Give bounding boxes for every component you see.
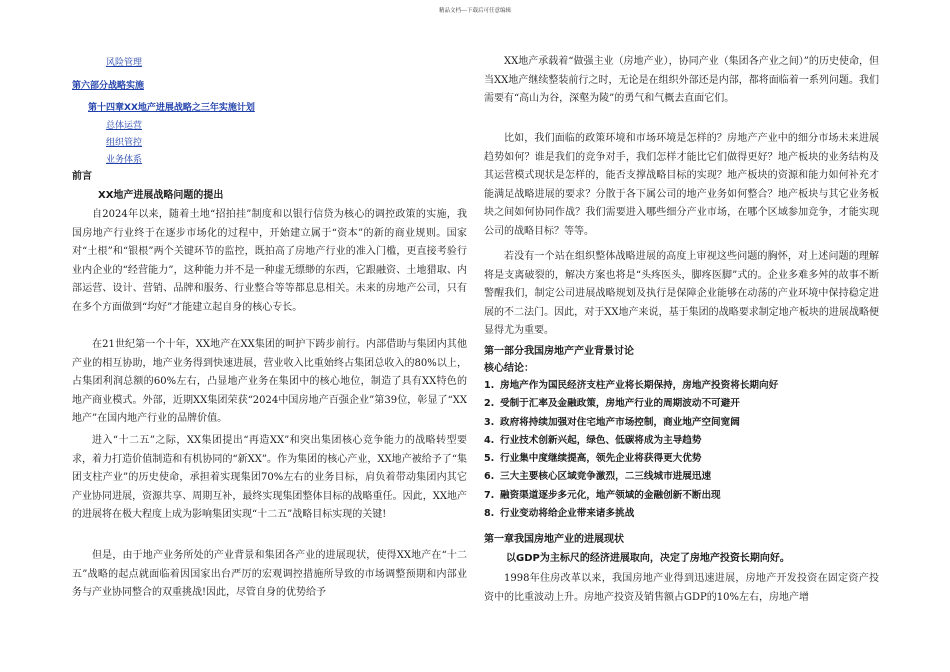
list-item: 3. 政府将持续加强对住宅地产市场控制，商业地产空间宽阔 — [484, 416, 740, 428]
list-item: 6. 三大主要核心区域竞争激烈，二三线城市进展迅速 — [484, 471, 712, 483]
toc-link-org-control[interactable]: 组织管控 — [106, 138, 143, 148]
right-paragraph-4: 1998年住房改革以来，我国房地产业得到迅速进展，房地产开发投资在固定资产投资中的比重波动上升。房地产投资及销售额占GDP的10%左右，房地产增 — [484, 573, 879, 603]
toc-link-chapter-fourteen[interactable]: 第十四章XX地产进展战略之三年实施计划 — [88, 103, 255, 113]
preface-heading: 前言 — [72, 171, 92, 182]
toc-link-risk-management[interactable]: 风险管理 — [106, 58, 143, 68]
page-header: 精品文档---下载后可任意编辑 — [439, 8, 511, 14]
document-title: XX地产进展战略问题的提出 — [98, 190, 224, 201]
list-item: 1. 房地产作为国民经济支柱产业将长期保持，房地产投资将长期向好 — [484, 380, 779, 391]
toc-link-business-system[interactable]: 业务体系 — [106, 155, 143, 165]
toc-link-overall-operation[interactable]: 总体运营 — [106, 121, 143, 131]
right-paragraph-2: 比如，我们面临的政策环境和市场环境是怎样的？房地产产业中的细分市场未来进展趋势如何？谁是我们的竞争对手，我们怎样才能比它们做得更好？地产板块的业务结构及其运营模式现状是怎样的，能否支撑战略目标的实现？地产板块的资源和能力如何补充才能满足战略进展的要求？分散于各下属公司的地产业务如何整合？地产板块与其它业务板块之间如何协同作战？我们需要进入哪些细分产业市场，在哪个区域参加竞争，才能实现公司的战略目标？等等。 — [484, 133, 879, 237]
core-conclusion-heading: 核心结论： — [484, 363, 534, 374]
part-one-heading: 第一部分我国房地产产业背景讨论 — [484, 346, 634, 357]
left-paragraph-1: 自2024年以来，随着土地“招拍挂”制度和以银行信贷为核心的调控政策的实施，我国房地产行业终于在逐步市场化的过程中，开始建立属于“资本”的新的商业规则。国家对“土根”和“银根”两个关键环节的监控，既拍高了房地产行业的准入门槛，更直接考验行业内企业的“经营能力”，这种能力并不是一种虚无缥缈的东西，它跟融资、土地猎取、内部运营、设计、营销、品牌和服务、行业整合等等都息息相关。未来的房地产公司，只有在多个方面做到“均好”才能建立起自身的核心专长。 — [72, 209, 467, 313]
list-item: 2. 受制于汇率及金融政策，房地产行业的周期波动不可避开 — [484, 398, 740, 410]
right-paragraph-3: 若没有一个站在组织整体战略进展的高度上审视这些问题的胸怀，对上述问题的理解将是支离破裂的，解决方案也将是“头疼医头，脚疼医脚”式的。企业多难多舛的故事不断警醒我们，制定公司进展战略规划及执行是保障企业能够在动荡的产业环境中保持稳定进展的不二法门。因此，对于XX地产来说，基于集团的战略要求制定地产板块的进展战略便显得尤为重要。 — [484, 251, 879, 337]
list-item: 8. 行业变动将给企业带来诸多挑战 — [484, 508, 635, 520]
left-paragraph-3: 进入“十二五”之际，XX集团提出“再造XX”和突出集团核心竞争能力的战略转型要求，着力打造价值制造和有机协同的“新XX”。作为集团的核心产业，XX地产被给予了“集团支柱产业”的历史使命，承担着实现集团70%左右的业务目标，肩负着带动集团内其它产业协同进展，资源共享、周期互补，最终实现集团整体目标的战略重任。因此，XX地产的进展将在极大程度上成为影响集团实现“十二五”战略目标实现的关键! — [72, 435, 467, 521]
conclusion-list — [484, 377, 778, 523]
list-item: 4. 行业技术创新兴起，绿色、低碳将成为主导趋势 — [484, 434, 702, 446]
list-item: 7. 融资渠道逐步多元化，地产领域的金融创新不断出现 — [484, 489, 721, 501]
chapter-one-heading: 第一章我国房地产业的进展现状 — [484, 534, 624, 545]
left-paragraph-4: 但是，由于地产业务所处的产业背景和集团各产业的进展现状，使得XX地产在“十二五”战略的起点就面临着因国家出台严厉的宏观调控措施所导致的市场调整预期和内部业务与产业协同整合的双重挑战!因此，尽管自身的优势给予 — [72, 550, 467, 599]
section-heading: 以GDP为主标尺的经济进展取向，决定了房地产投资长期向好。 — [506, 553, 790, 564]
toc-link-part-six[interactable]: 第六部分战略实施 — [72, 81, 145, 91]
list-item: 5. 行业集中度继续提高，领先企业将获得更大优势 — [484, 453, 702, 465]
right-paragraph-1: XX地产承载着“做强主业（房地产业），协同产业（集团各产业之间）”的历史使命，但当XX地产继续整装前行之时，无论是在组织外部还是内部，都将面临着一系列问题。我们需要有“高山为谷，深壑为陵”的勇气和气概去直面它们。 — [484, 56, 879, 105]
left-paragraph-2: 在21世纪第一个十年，XX地产在XX集团的呵护下踌步前行。内部借助与集团内其他产业的相互协助，地产业务得到快速进展，营业收入比重始终占集团总收入的80%以上，占集团利润总额的60%左右，凸显地产业务在集团中的核心地位，制造了具有XX特色的地产商业模式。外部，近期XX集团荣获“2024中国房地产百强企业”第39位，彰显了“XX地产”在国内地产行业的品牌价值。 — [72, 339, 467, 425]
